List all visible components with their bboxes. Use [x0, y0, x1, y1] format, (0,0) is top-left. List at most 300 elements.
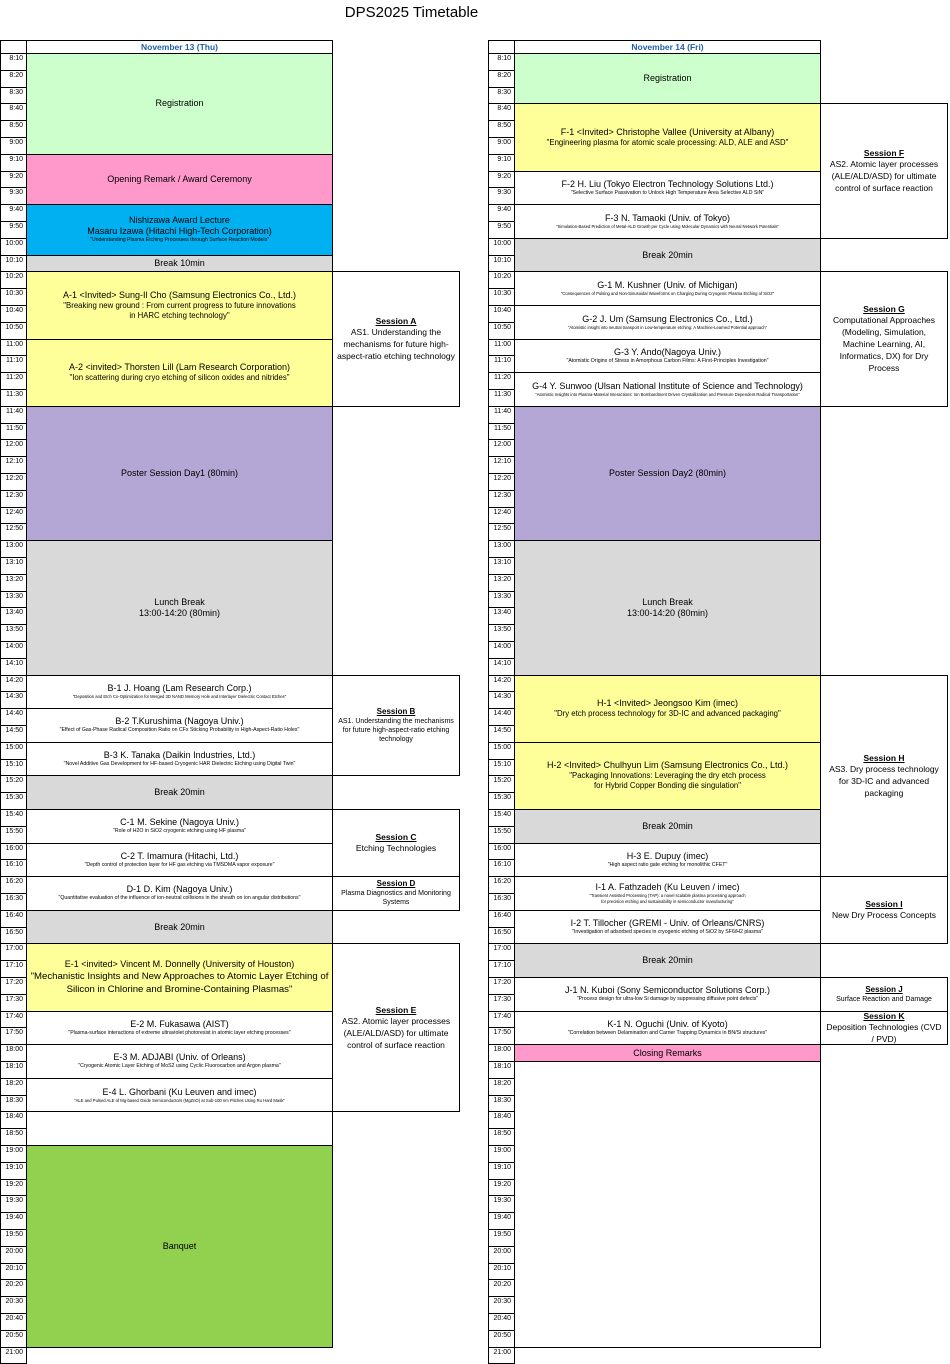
time-slot: 8:40 [488, 103, 515, 121]
time-slot: 11:30 [488, 389, 515, 407]
time-slot: 12:00 [488, 439, 515, 457]
time-slot: 18:10 [488, 1061, 515, 1079]
time-slot: 16:00 [488, 843, 515, 861]
event-title: I-1 A. Fathzadeh (Ku Leuven / imec) [595, 881, 740, 892]
time-slot: 15:10 [488, 759, 515, 777]
time-slot: 20:50 [488, 1330, 515, 1348]
time-slot: 20:20 [0, 1279, 27, 1297]
event-block[interactable] [514, 1011, 821, 1046]
time-slot: 11:20 [0, 372, 27, 390]
event-block[interactable] [514, 943, 821, 978]
time-slot: 13:50 [488, 624, 515, 642]
event-title: Break 20min [642, 955, 693, 966]
event-detail: "Role of H2O in SiO2 cryogenic etching using HF plasma" [113, 828, 246, 835]
session-description: Deposition Technologies (CVD / PVD) [826, 1021, 942, 1044]
time-slot: 20:10 [0, 1263, 27, 1281]
time-slot: 11:10 [0, 355, 27, 373]
time-slot: 18:40 [488, 1111, 515, 1129]
time-slot: 16:00 [0, 843, 27, 861]
session-title: Session H [863, 752, 905, 763]
time-slot: 10:10 [488, 255, 515, 273]
session-box [332, 876, 460, 911]
time-slot: 14:40 [488, 708, 515, 726]
time-slot: 8:50 [0, 120, 27, 138]
time-slot: 18:20 [488, 1078, 515, 1096]
session-title: Session F [863, 148, 905, 159]
event-block[interactable] [514, 742, 821, 810]
time-slot: 20:50 [0, 1330, 27, 1348]
time-slot: 17:20 [0, 977, 27, 995]
time-slot: 15:00 [0, 742, 27, 760]
time-slot: 14:20 [0, 675, 27, 693]
time-slot: 10:40 [0, 305, 27, 323]
time-slot: 14:40 [0, 708, 27, 726]
time-header-cell [488, 40, 515, 54]
time-slot: 17:10 [488, 960, 515, 978]
time-slot: 13:00 [0, 540, 27, 558]
session-description: Etching Technologies [355, 843, 437, 854]
event-detail: Silicon in Chlorine and Bromine-Containing Plasmas" [66, 983, 293, 995]
time-slot: 20:30 [488, 1296, 515, 1314]
time-slot: 12:00 [0, 439, 27, 457]
time-slot: 11:20 [488, 372, 515, 390]
event-title: Opening Remark / Award Ceremony [107, 173, 252, 184]
time-slot: 18:20 [0, 1078, 27, 1096]
session-title: Session G [863, 304, 905, 315]
time-slot: 15:00 [488, 742, 515, 760]
event-block[interactable] [514, 910, 821, 945]
event-detail: "Breaking new ground : From current progress to future innovations [63, 300, 296, 310]
time-slot: 14:20 [488, 675, 515, 693]
time-slot: 17:00 [488, 943, 515, 961]
event-detail: "Engineering plasma for atomic scale processing: ALD, ALE and ASD" [546, 137, 789, 147]
time-slot: 19:30 [488, 1195, 515, 1213]
time-slot: 11:30 [0, 389, 27, 407]
time-slot: 13:10 [0, 557, 27, 575]
time-slot: 8:10 [0, 53, 27, 71]
session-box [332, 943, 460, 1112]
event-title: Closing Remarks [633, 1047, 702, 1058]
empty-slot [514, 1061, 821, 1348]
event-detail: "Cryogenic Atomic Layer Etching of MoS2 using Cyclic Fluorocarbon and Argon plasma" [78, 1063, 281, 1070]
time-slot: 20:40 [0, 1313, 27, 1331]
time-slot: 8:10 [488, 53, 515, 71]
event-title: E-2 M. Fukasawa (AIST) [130, 1018, 229, 1029]
event-block[interactable] [26, 809, 333, 844]
session-description: Surface Reaction and Damage [836, 995, 932, 1003]
event-block[interactable] [514, 809, 821, 844]
time-slot: 17:30 [488, 994, 515, 1012]
event-block[interactable] [514, 1044, 821, 1062]
event-title: Poster Session Day2 (80min) [608, 467, 727, 478]
event-detail: "Plasma-surface interactions of extreme ultraviolet photoresist in atomic layer etching processes" [68, 1029, 291, 1036]
time-slot: 20:30 [0, 1296, 27, 1314]
event-detail: "Understanding Plasma Etching Processes through Surface Reaction Models" [90, 237, 269, 244]
event-block[interactable] [514, 977, 821, 1012]
time-slot: 9:10 [488, 154, 515, 172]
time-slot: 18:30 [488, 1095, 515, 1113]
time-slot: 13:50 [0, 624, 27, 642]
event-block[interactable] [26, 1145, 333, 1348]
event-block[interactable] [514, 271, 821, 306]
event-title: H-1 <Invited> Jeongsoo Kim (imec) [596, 698, 739, 709]
time-slot: 9:40 [488, 204, 515, 222]
time-slot: 11:00 [0, 339, 27, 357]
time-slot: 13:10 [488, 557, 515, 575]
event-title: F-2 H. Liu (Tokyo Electron Technology Solutions Ltd.) [561, 178, 774, 189]
time-slot: 19:40 [0, 1212, 27, 1230]
time-slot: 16:50 [488, 927, 515, 945]
time-slot: 9:50 [488, 221, 515, 239]
event-title: E-3 M. ADJABI (Univ. of Orleans) [113, 1052, 246, 1063]
event-block[interactable] [514, 171, 821, 206]
event-detail: "Deposition and Etch Co-Optimization for Merged 3D NAND Memory Hole and Interlayer Dielectric Contact Etches" [72, 694, 287, 700]
event-block[interactable] [26, 271, 333, 339]
event-detail: "Investigation of adsorbed species in cryogenic etching of SiO2 by SF6/H2 plasma" [572, 929, 763, 936]
time-slot: 17:30 [0, 994, 27, 1012]
event-title: Banquet [162, 1240, 197, 1251]
time-slot: 19:10 [0, 1162, 27, 1180]
time-slot: 10:00 [0, 238, 27, 256]
page-title: DPS2025 Timetable [344, 4, 479, 21]
event-title: H-2 <Invited> Chulhyun Lim (Samsung Electronics Co., Ltd.) [546, 760, 789, 771]
time-slot: 17:10 [0, 960, 27, 978]
time-slot: 13:30 [0, 591, 27, 609]
event-title: Nishizawa Award Lecture [129, 215, 230, 226]
event-detail: for Hybrid Copper Bonding die singulation" [593, 781, 742, 791]
event-title: Lunch Break [154, 596, 205, 607]
event-detail: "Mechanistic Insights and New Approaches to Atomic Layer Etching of [30, 970, 329, 982]
event-block[interactable] [514, 406, 821, 541]
event-block[interactable] [26, 540, 333, 675]
time-slot: 18:40 [0, 1111, 27, 1129]
time-slot: 14:10 [0, 658, 27, 676]
session-box [820, 271, 948, 406]
time-slot: 16:30 [0, 893, 27, 911]
time-slot: 20:20 [488, 1279, 515, 1297]
time-slot: 9:30 [488, 187, 515, 205]
session-box [820, 977, 948, 1012]
time-slot: 12:40 [488, 507, 515, 525]
event-title: Break 20min [642, 820, 693, 831]
time-slot: 19:10 [488, 1162, 515, 1180]
event-detail: "Packaging Innovations: Leveraging the dry etch process [569, 771, 766, 781]
time-slot: 12:30 [0, 490, 27, 508]
event-block[interactable] [26, 843, 333, 878]
session-box [820, 675, 948, 878]
time-slot: 12:10 [0, 456, 27, 474]
session-description: AS2. Atomic layer processes (ALE/ALD/ASD) for ultimate control of surface reaction [829, 159, 939, 194]
time-slot: 15:40 [488, 809, 515, 827]
time-slot: 9:50 [0, 221, 27, 239]
session-description: AS1. Understanding the mechanisms for future high-aspect-ratio etching technology [337, 327, 455, 362]
session-description: AS1. Understanding the mechanisms for future high-aspect-ratio etching technology [338, 717, 454, 743]
time-slot: 19:30 [0, 1195, 27, 1213]
event-block[interactable] [514, 843, 821, 878]
event-block[interactable] [26, 255, 333, 273]
event-detail: for precision etching and sustainability in semiconductor manufacturing" [601, 898, 734, 904]
time-slot: 15:10 [0, 759, 27, 777]
event-detail: 13:00-14:20 (80min) [626, 607, 709, 618]
event-block[interactable] [26, 742, 333, 777]
time-slot: 10:30 [488, 288, 515, 306]
time-slot: 10:00 [488, 238, 515, 256]
event-detail: 13:00-14:20 (80min) [138, 607, 221, 618]
event-title: I-2 T. Tillocher (GREMI - Univ. of Orleans/CNRS) [570, 918, 765, 929]
time-slot: 9:30 [0, 187, 27, 205]
time-slot: 14:30 [488, 691, 515, 709]
event-title: Lunch Break [642, 596, 693, 607]
time-slot: 14:10 [488, 658, 515, 676]
time-slot: 12:50 [488, 523, 515, 541]
session-description: AS3. Dry process technology for 3D-IC and advanced packaging [829, 763, 939, 798]
time-slot: 15:20 [0, 775, 27, 793]
time-slot: 21:00 [488, 1347, 515, 1364]
time-slot: 17:20 [488, 977, 515, 995]
event-block[interactable] [26, 876, 333, 911]
event-block[interactable] [26, 154, 333, 205]
time-slot: 8:40 [0, 103, 27, 121]
event-detail: "Atomistic insight into neutral transport in Low-temperature etching: A Machine-Learned Potential approach" [567, 324, 768, 330]
time-slot: 20:40 [488, 1313, 515, 1331]
event-title: K-1 N. Oguchi (Univ. of Kyoto) [607, 1018, 728, 1029]
event-detail: "Selective Surface Passivation to Unlock High Temperature Area Selective ALD SiN" [570, 189, 765, 196]
time-slot: 16:20 [488, 876, 515, 894]
event-title: A-2 <invited> Thorsten Lill (Lam Research Corporation) [69, 362, 290, 373]
time-slot: 11:40 [488, 406, 515, 424]
time-slot: 13:30 [488, 591, 515, 609]
time-slot: 13:40 [0, 607, 27, 625]
time-slot: 12:10 [488, 456, 515, 474]
time-slot: 16:40 [0, 910, 27, 928]
time-slot: 18:30 [0, 1095, 27, 1113]
event-title: Break 20min [154, 787, 205, 798]
event-block[interactable] [514, 204, 821, 239]
time-slot: 9:20 [488, 171, 515, 189]
event-block[interactable] [26, 675, 333, 710]
event-title: C-1 M. Sekine (Nagoya Univ.) [120, 817, 239, 828]
event-detail: "Quantitative evaluation of the influence of ion-neutral collisions in the sheath on ion angular distributions" [58, 895, 301, 902]
time-slot: 13:00 [488, 540, 515, 558]
session-description: Computational Approaches (Modeling, Simulation, Machine Learning, AI, Informatics, DX) for Dry Process [832, 315, 936, 374]
time-slot: 11:50 [488, 423, 515, 441]
event-title: B-1 J. Hoang (Lam Research Corp.) [107, 683, 252, 694]
time-slot: 13:20 [0, 574, 27, 592]
event-detail: "Consequences of Pulsing and Non-Sinusoidal Waveforms on Charging During Cryogenic Plasma Etching of SiO2" [560, 291, 775, 297]
session-title: Session I [865, 899, 903, 910]
event-block[interactable] [514, 103, 821, 171]
time-slot: 14:50 [0, 725, 27, 743]
time-slot: 18:00 [488, 1044, 515, 1062]
time-slot: 15:30 [0, 792, 27, 810]
event-block[interactable] [26, 204, 333, 255]
event-block[interactable] [514, 305, 821, 340]
event-title: Break 20min [642, 249, 693, 260]
time-slot: 11:00 [488, 339, 515, 357]
time-slot: 18:00 [0, 1044, 27, 1062]
event-block[interactable] [26, 339, 333, 407]
time-slot: 19:40 [488, 1212, 515, 1230]
time-slot: 15:50 [0, 826, 27, 844]
event-detail: "Correlation between Delamination and Carrier Trapping Dynamics in BN/Si structures" [567, 1029, 768, 1036]
time-slot: 13:40 [488, 607, 515, 625]
session-box [332, 271, 460, 406]
time-slot: 8:30 [0, 87, 27, 105]
time-slot: 12:30 [488, 490, 515, 508]
time-slot: 10:40 [488, 305, 515, 323]
event-detail: in HARC etching technology" [129, 310, 230, 320]
event-detail: "Atomistic Insights into Plasma-Material Interactions: Ion Bombardment Driven Crystallization and Pressure Dependent Radical Transportation" [535, 391, 800, 397]
event-title: H-3 E. Dupuy (imec) [626, 850, 709, 861]
time-slot: 15:40 [0, 809, 27, 827]
time-slot: 8:30 [488, 87, 515, 105]
time-slot: 19:20 [488, 1179, 515, 1197]
time-slot: 15:20 [488, 775, 515, 793]
event-block[interactable] [26, 53, 333, 155]
time-slot: 8:20 [0, 70, 27, 88]
day-header-thu: November 13 (Thu) [26, 40, 333, 54]
time-slot: 17:00 [0, 943, 27, 961]
time-slot: 19:00 [0, 1145, 27, 1163]
event-block[interactable] [26, 406, 333, 541]
time-slot: 10:30 [0, 288, 27, 306]
time-slot: 16:30 [488, 893, 515, 911]
event-block[interactable] [514, 675, 821, 743]
event-block[interactable] [514, 540, 821, 675]
event-title: C-2 T. Imamura (Hitachi, Ltd.) [120, 850, 239, 861]
event-title: E-1 <invited> Vincent M. Donnelly (University of Houston) [64, 958, 295, 969]
event-detail: "Simulation-Based Prediction of Metal-ALD Growth per Cycle using Molecular Dynamics with Neural Network Potentials" [556, 223, 779, 229]
event-block[interactable] [26, 1078, 333, 1113]
session-title: Session A [375, 316, 417, 327]
time-slot: 12:50 [0, 523, 27, 541]
event-detail: "Ion scattering during cryo etching of silicon oxides and nitrides" [69, 373, 290, 383]
event-block[interactable] [26, 708, 333, 743]
empty-slot [26, 1111, 333, 1146]
event-title: F-1 <Invited> Christophe Vallee (University at Albany) [560, 126, 775, 137]
event-block[interactable] [514, 372, 821, 407]
event-title: G-4 Y. Sunwoo (Ulsan National Institute of Science and Technology) [532, 380, 803, 391]
event-block[interactable] [514, 876, 821, 911]
event-detail: "Process design for ultra-low Si damage by suppressing diffusive point defects" [576, 996, 759, 1003]
time-slot: 14:00 [0, 641, 27, 659]
time-slot: 11:10 [488, 355, 515, 373]
event-title: Poster Session Day1 (80min) [120, 467, 239, 478]
time-slot: 15:30 [488, 792, 515, 810]
time-slot: 20:00 [488, 1246, 515, 1264]
time-slot: 12:20 [0, 473, 27, 491]
event-title: Registration [155, 98, 204, 109]
session-box [332, 809, 460, 877]
time-slot: 17:50 [0, 1027, 27, 1045]
session-title: Session B [376, 706, 416, 716]
event-block[interactable] [514, 339, 821, 374]
session-box [820, 103, 948, 238]
time-slot: 8:20 [488, 70, 515, 88]
event-detail: "Atomistic Origins of Stress in Amorphous Carbon Films: A First-Principles Investigation" [566, 357, 769, 364]
time-slot: 8:50 [488, 120, 515, 138]
session-description: New Dry Process Concepts [832, 910, 936, 921]
session-title: Session C [375, 832, 417, 843]
event-detail: "ALE and Pulsed ALE of Mg-based Oxide Semiconductors (MgZnO) at Sub-100 nm Pitches Using Ru Hard Mask" [74, 1097, 285, 1103]
event-title: Break 10min [154, 257, 205, 268]
session-description: AS2. Atomic layer processes (ALE/ALD/ASD) for ultimate control of surface reaction [341, 1015, 451, 1050]
time-slot: 16:20 [0, 876, 27, 894]
time-slot: 18:10 [0, 1061, 27, 1079]
time-slot: 14:30 [0, 691, 27, 709]
time-slot: 12:20 [488, 473, 515, 491]
time-slot: 10:50 [0, 322, 27, 340]
time-slot: 9:40 [0, 204, 27, 222]
session-description: Plasma Diagnostics and Monitoring Systems [341, 890, 451, 907]
event-title: J-1 N. Kuboi (Sony Semiconductor Solutions Corp.) [564, 985, 771, 996]
event-block[interactable] [26, 943, 333, 1011]
event-block[interactable] [514, 53, 821, 104]
time-slot: 10:10 [0, 255, 27, 273]
session-title: Session J [865, 984, 903, 994]
event-detail: "Dry etch process technology for 3D-IC and advanced packaging" [554, 709, 781, 719]
session-box [332, 675, 460, 777]
event-detail: Masaru Izawa (Hitachi High-Tech Corporation) [87, 226, 272, 237]
day-header-fri: November 14 (Fri) [514, 40, 821, 54]
time-slot: 9:00 [488, 137, 515, 155]
event-block[interactable] [26, 1044, 333, 1079]
event-block[interactable] [514, 238, 821, 273]
time-slot: 20:10 [488, 1263, 515, 1281]
time-slot: 11:50 [0, 423, 27, 441]
time-slot: 9:10 [0, 154, 27, 172]
event-detail: "High aspect ratio gate etching for monolithic CFET" [607, 861, 728, 868]
event-title: G-2 J. Um (Samsung Electronics Co., Ltd.) [582, 313, 753, 324]
session-title: Session K [863, 1010, 905, 1021]
event-title: A-1 <Invited> Sung-Il Cho (Samsung Electronics Co., Ltd.) [62, 289, 297, 300]
time-slot: 10:50 [488, 322, 515, 340]
time-slot: 19:50 [0, 1229, 27, 1247]
event-block[interactable] [26, 775, 333, 810]
time-slot: 16:50 [0, 927, 27, 945]
event-title: D-1 D. Kim (Nagoya Univ.) [126, 884, 233, 895]
session-title: Session E [375, 1004, 417, 1015]
time-slot: 16:40 [488, 910, 515, 928]
event-detail: "Transient Assisted Processing (TAP): a novel scalable plasma processing approach [589, 892, 746, 898]
time-slot: 14:50 [488, 725, 515, 743]
time-slot: 18:50 [0, 1128, 27, 1146]
event-detail: "Depth control of protection layer for HF gas etching via TMSDMA vapor exposure" [84, 861, 275, 868]
session-box [820, 1011, 948, 1046]
event-block[interactable] [26, 910, 333, 945]
time-slot: 10:20 [0, 271, 27, 289]
session-box [820, 876, 948, 944]
time-slot: 13:20 [488, 574, 515, 592]
time-slot: 19:50 [488, 1229, 515, 1247]
event-title: E-4 L. Ghorbani (Ku Leuven and imec) [102, 1086, 257, 1097]
time-header-cell [0, 40, 27, 54]
time-slot: 9:00 [0, 137, 27, 155]
time-slot: 10:20 [488, 271, 515, 289]
time-slot: 17:40 [0, 1011, 27, 1029]
event-title: Registration [643, 73, 692, 84]
event-block[interactable] [26, 1011, 333, 1046]
time-slot: 15:50 [488, 826, 515, 844]
time-slot: 16:10 [0, 859, 27, 877]
time-slot: 19:00 [488, 1145, 515, 1163]
time-slot: 9:20 [0, 171, 27, 189]
time-slot: 19:20 [0, 1179, 27, 1197]
event-title: Break 20min [154, 921, 205, 932]
time-slot: 17:50 [488, 1027, 515, 1045]
time-slot: 12:40 [0, 507, 27, 525]
time-slot: 20:00 [0, 1246, 27, 1264]
